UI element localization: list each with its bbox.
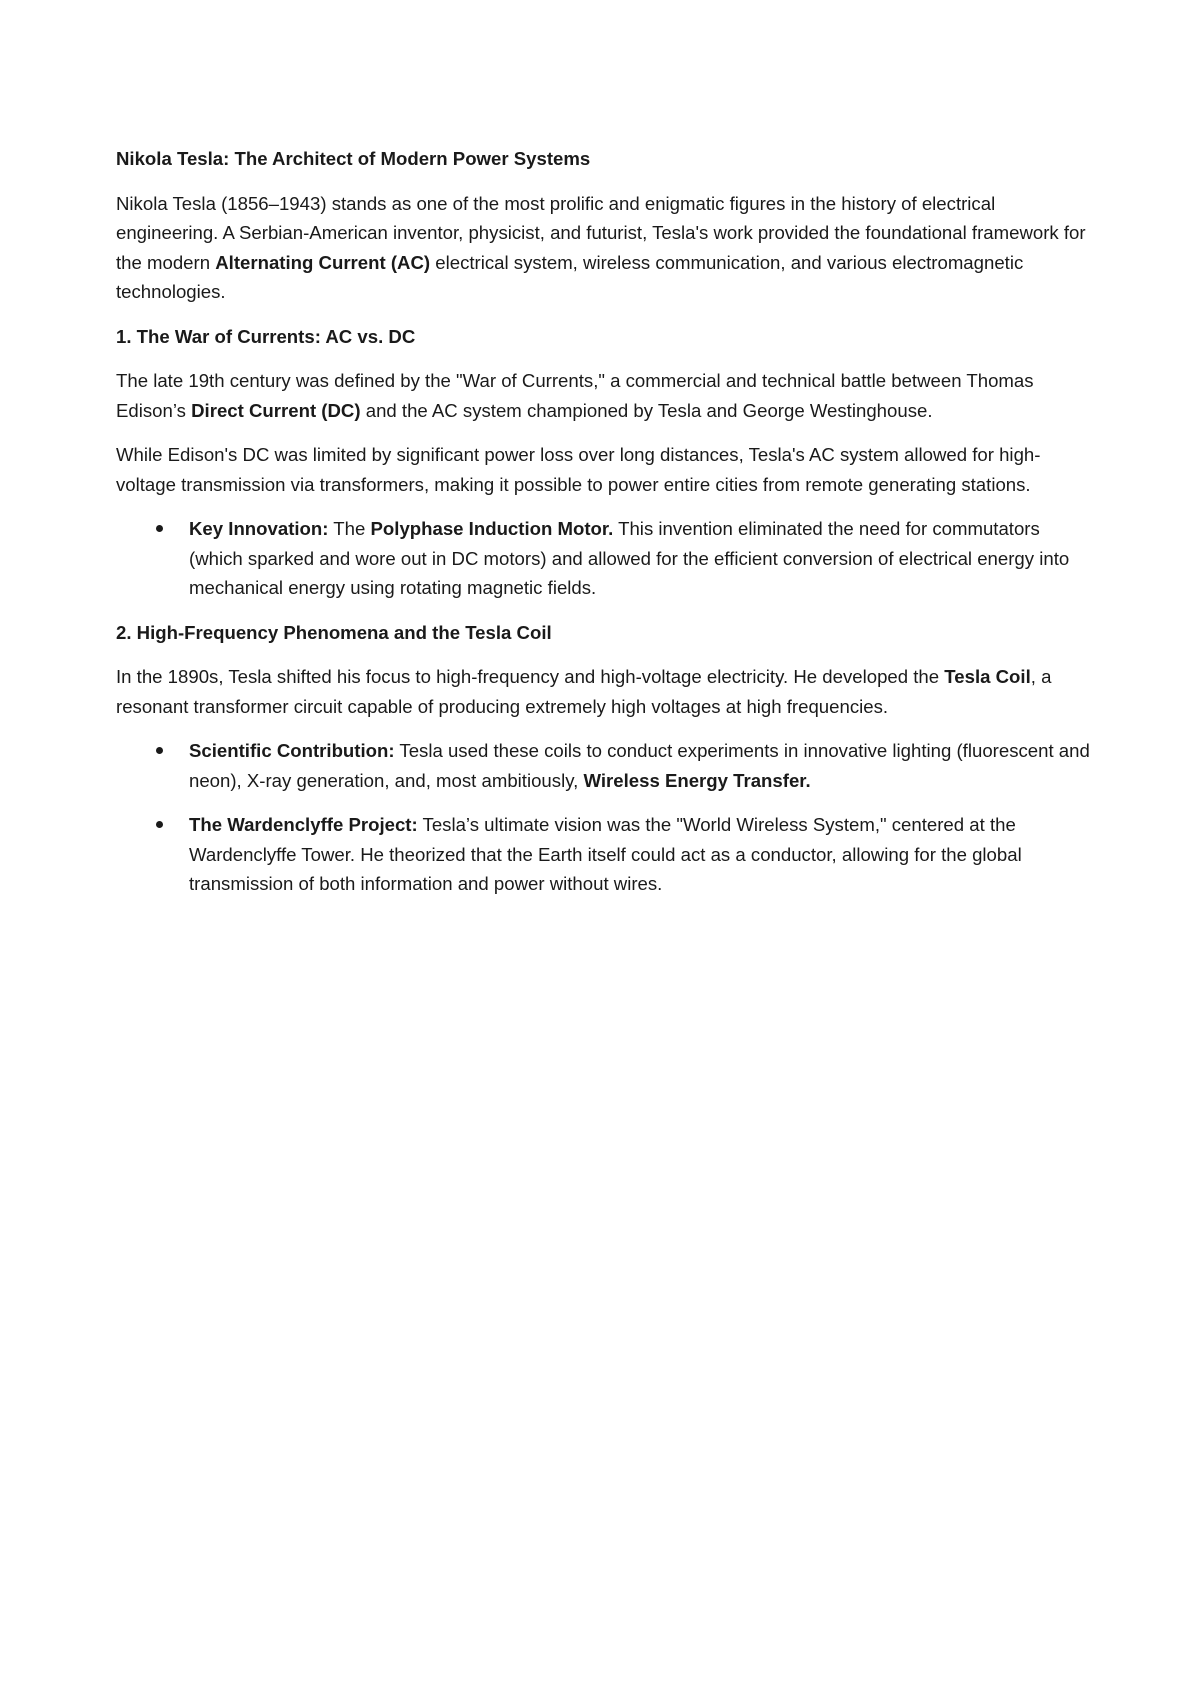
bullet-label: The Wardenclyffe Project: xyxy=(189,814,418,835)
section2-bullet-list xyxy=(116,736,1096,899)
bullet-bold: Polyphase Induction Motor. xyxy=(370,518,614,539)
bullet-bold: Wireless Energy Transfer. xyxy=(583,769,811,791)
s1-p1-text-1: The late 19th century was defined by the "War of Currents," a commercial and technical battle between Thomas Edison’s xyxy=(116,370,1034,421)
bullet-label: Scientific Contribution: xyxy=(189,740,395,761)
list-item xyxy=(116,736,1096,795)
s1-p1-text-2: and the AC system championed by Tesla and George Westinghouse. xyxy=(360,399,933,421)
section-heading-tesla-coil: 2. High-Frequency Phenomena and the Tesla Coil xyxy=(116,621,552,643)
intro-text-2: electrical system, wireless communication, and various electromagnetic technologies. xyxy=(116,251,1024,302)
section-heading-war-of-currents: 1. The War of Currents: AC vs. DC xyxy=(116,325,416,347)
bullet-icon xyxy=(156,525,163,532)
s2-p1-text-1: In the 1890s, Tesla shifted his focus to high-frequency and high-voltage electricity. He developed the xyxy=(116,666,945,687)
s1-p1-bold-dc: Direct Current (DC) xyxy=(191,399,361,421)
document-title: Nikola Tesla: The Architect of Modern Power Systems xyxy=(116,148,591,169)
intro-paragraph xyxy=(116,189,1096,307)
bullet-label: Key Innovation: xyxy=(189,518,329,539)
section1-bullet-list xyxy=(116,514,1096,603)
bullet-icon xyxy=(156,821,163,828)
bullet-icon xyxy=(156,747,163,754)
bullet-text-1: The xyxy=(328,518,371,539)
s2-p1-text-2: , a resonant transformer circuit capable of producing extremely high voltages at high frequencies. xyxy=(116,666,1052,717)
bullet-text-1: Tesla’s ultimate vision was the "World Wireless System," centered at the Wardenclyffe Tower. He theorized that the Earth itself could act as a conductor, allowing for the global transmission of both information and power without wires. xyxy=(189,814,1022,894)
war-of-currents-paragraph-2: While Edison's DC was limited by significant power loss over long distances, Tesla's AC system allowed for high-voltage transmission via transformers, making it possible to power entire cities from remote generating stations. xyxy=(116,444,1041,495)
list-item xyxy=(116,810,1096,899)
intro-bold-ac: Alternating Current (AC) xyxy=(215,251,431,273)
tesla-coil-paragraph xyxy=(116,662,1096,721)
list-item xyxy=(116,514,1096,603)
intro-text-1: Nikola Tesla (1856–1943) stands as one of the most prolific and enigmatic figures in the history of electrical engineering. A Serbian-American inventor, physicist, and futurist, Tesla's work provided the foundational framework for the modern xyxy=(116,192,1086,273)
bullet-text-2: This invention eliminated the need for commutators (which sparked and wore out in DC motors) and allowed for the efficient conversion of electrical energy into mechanical energy using rotating magnetic fields. xyxy=(189,518,1070,598)
s2-p1-bold-tesla-coil: Tesla Coil xyxy=(944,666,1031,687)
war-of-currents-paragraph-1 xyxy=(116,366,1096,425)
bullet-text-1: Tesla used these coils to conduct experiments in innovative lighting (fluorescent and neon), X-ray generation, and, most ambitiously, xyxy=(189,740,1090,791)
document-body xyxy=(116,144,1096,914)
